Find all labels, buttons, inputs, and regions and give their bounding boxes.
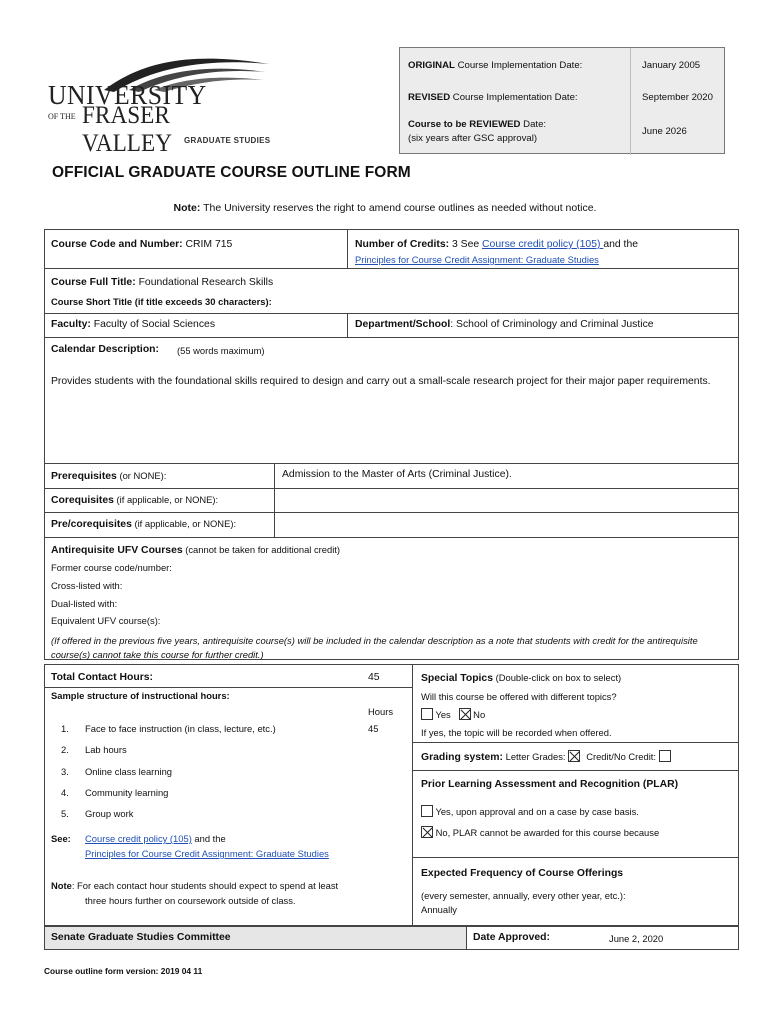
prerequisites-label: Prerequisites (or NONE):	[51, 470, 167, 482]
plar-yes-checkbox[interactable]	[421, 805, 433, 817]
plar-yes-option: Yes, upon approval and on a case by case basis.	[421, 805, 639, 817]
plar-label: Prior Learning Assessment and Recognition (PLAR)	[421, 779, 679, 790]
credit-no-credit-label: Credit/No Credit:	[586, 751, 657, 762]
calendar-description-limit: (55 words maximum)	[177, 345, 265, 356]
logo-graduate-studies-text: GRADUATE STUDIES	[184, 136, 271, 145]
dates-divider	[630, 48, 631, 155]
antirequisite-label: Antirequisite UFV Courses (cannot be taken for additional credit)	[51, 544, 341, 556]
contact-hours-note-line1: Note: For each contact hour students should expect to spend at least	[51, 880, 339, 891]
hours-item-5-num: 5.	[61, 808, 69, 819]
calendar-description-label: Calendar Description:	[51, 344, 159, 355]
course-full-title: Course Full Title: Foundational Research Skills	[51, 277, 274, 288]
grading-system: Grading system: Letter Grades: Credit/No Credit:	[421, 750, 671, 763]
special-topics-no-label: No	[473, 709, 486, 720]
prerequisites-value: Admission to the Master of Arts (Criminal Justice).	[282, 469, 512, 480]
hours-item-1-value: 45	[368, 723, 379, 734]
special-topics-label: Special Topics (Double-click on box to select)	[421, 672, 622, 684]
special-topics-options	[421, 708, 485, 720]
form-version: Course outline form version: 2019 04 11	[44, 966, 203, 976]
department: Department/School: School of Criminology and Criminal Justice	[355, 319, 654, 330]
letter-grades-checkbox[interactable]	[568, 750, 580, 762]
total-contact-hours-label: Total Contact Hours:	[51, 672, 153, 683]
special-topics-no-checkbox[interactable]	[459, 708, 471, 720]
revised-date-label: REVISED Course Implementation Date:	[408, 92, 578, 103]
frequency-label: Expected Frequency of Course Offerings	[421, 868, 624, 879]
page-title: OFFICIAL GRADUATE COURSE OUTLINE FORM	[52, 164, 411, 181]
frequency-hint: (every semester, annually, every other year, etc.):	[421, 890, 626, 901]
ufv-logo	[44, 50, 274, 155]
logo-fraser-valley-text: FRASER VALLEY	[82, 102, 172, 157]
antirequisite-note: (If offered in the previous five years, antirequisite course(s) will be included in the calendar description as a note that students with credit for the antirequisite course(s) cannot take this course for further credit.)	[51, 635, 698, 660]
hours-item-4-num: 4.	[61, 787, 69, 798]
hours-header: Hours	[368, 706, 394, 717]
see-course-credit-policy: Course credit policy (105) and the	[85, 833, 226, 844]
credit-principles-link[interactable]: Principles for Course Credit Assignment: Graduate Studies	[355, 254, 599, 265]
committee-name: Senate Graduate Studies Committee	[51, 932, 231, 943]
precorequisites-label: Pre/corequisites (if applicable, or NONE):	[51, 518, 237, 530]
date-approved-value: June 2, 2020	[609, 933, 664, 944]
reviewed-date-sub: (six years after GSC approval)	[408, 133, 538, 144]
amend-note: Note: The University reserves the right to amend course outlines as needed without notice.	[173, 202, 597, 214]
former-course-label: Former course code/number:	[51, 562, 172, 573]
corequisites-label: Corequisites (if applicable, or NONE):	[51, 494, 219, 506]
hours-item-3-text: Online class learning	[85, 766, 173, 777]
see-label: See:	[51, 833, 71, 844]
number-of-credits: Number of Credits: 3 See Course credit policy (105) and the	[355, 239, 638, 250]
cross-listed-label: Cross-listed with:	[51, 580, 123, 591]
special-topics-question: Will this course be offered with different topics?	[421, 691, 617, 702]
hours-item-4-text: Community learning	[85, 787, 169, 798]
equivalent-course-label: Equivalent UFV course(s):	[51, 615, 161, 626]
faculty: Faculty: Faculty of Social Sciences	[51, 319, 216, 330]
revised-date-value: September 2020	[642, 92, 713, 103]
course-info-table	[44, 229, 739, 660]
credit-no-credit-checkbox[interactable]	[659, 750, 671, 762]
special-topics-yes-checkbox[interactable]	[421, 708, 433, 720]
calendar-description-text: Provides students with the foundational skills required to design and carry out a small-scale research project for their major paper requirements.	[51, 376, 711, 387]
special-topics-yes-label: Yes	[435, 709, 451, 720]
plar-no-checkbox[interactable]	[421, 826, 433, 838]
implementation-dates-box	[399, 47, 725, 154]
contact-hours-note-line2: three hours further on coursework outside of class.	[85, 895, 296, 906]
hours-item-1-text: Face to face instruction (in class, lecture, etc.)	[85, 723, 276, 734]
original-date-label: ORIGINAL Course Implementation Date:	[408, 60, 583, 71]
see-policy-link[interactable]: Course credit policy (105)	[85, 833, 192, 844]
logo-of-the-text: OF THE	[48, 112, 76, 121]
plar-no-option: No, PLAR cannot be awarded for this course because	[421, 826, 659, 838]
hours-item-2-num: 2.	[61, 744, 69, 755]
original-date-value: January 2005	[642, 60, 701, 71]
total-contact-hours-value: 45	[368, 672, 380, 683]
hours-item-2-text: Lab hours	[85, 744, 127, 755]
logo-university-text: UNIVERSITY	[48, 80, 207, 110]
hours-item-5-text: Group work	[85, 808, 134, 819]
reviewed-date-value: June 2026	[642, 126, 687, 137]
hours-item-1-num: 1.	[61, 723, 69, 734]
see-principles-link[interactable]: Principles for Course Credit Assignment: Graduate Studies	[85, 848, 329, 859]
frequency-value: Annually	[421, 904, 457, 915]
course-short-title-label: Course Short Title (if title exceeds 30 characters):	[51, 296, 272, 307]
course-code: Course Code and Number: CRIM 715	[51, 239, 233, 250]
dual-listed-label: Dual-listed with:	[51, 598, 118, 609]
hours-item-3-num: 3.	[61, 766, 69, 777]
course-credit-policy-link[interactable]: Course credit policy (105)	[482, 239, 604, 250]
reviewed-date-label: Course to be REVIEWED Date:	[408, 119, 547, 130]
special-topics-followup: If yes, the topic will be recorded when offered.	[421, 727, 612, 738]
date-approved-label: Date Approved:	[473, 932, 550, 943]
sample-structure-label: Sample structure of instructional hours:	[51, 690, 230, 701]
